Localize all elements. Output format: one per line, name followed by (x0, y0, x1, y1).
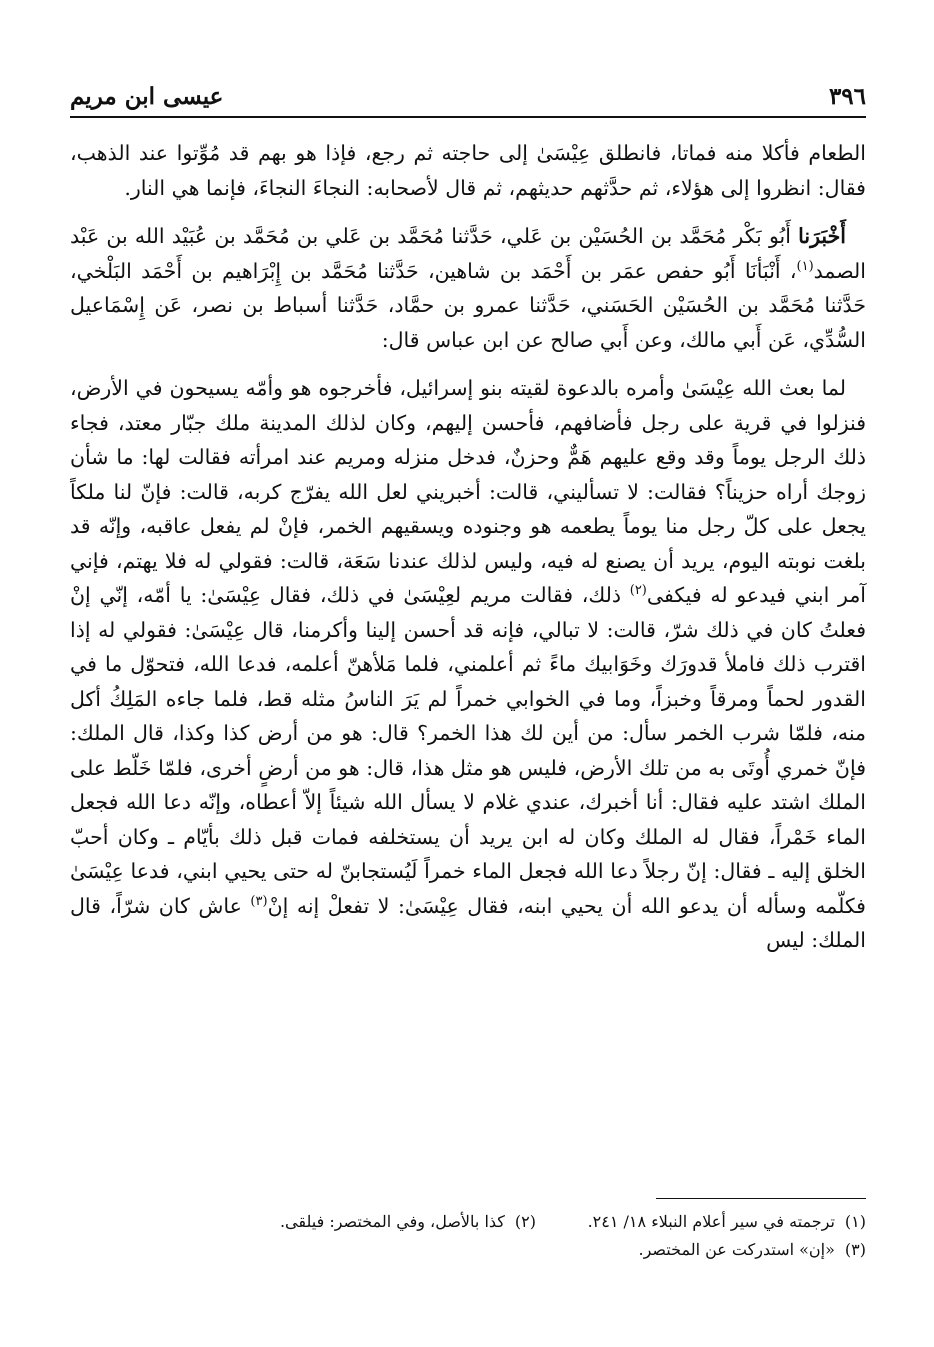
paragraph-text: ، أَنْبَأنَا أَبُو حفص عمَر بن أَحْمَد بن شاهين، حَدَّثنا مُحَمَّد بن إِبْرَاهيم بن أَحْمَد البَلْخي، حَدَّثنا مُحَمَّد بن الحُسَيْن الحَسَني، حَدَّثنا عمرو بن حمَّاد، حَدَّثنا أسباط بن نصر، عَن إِسْمَاعيل السُّدِّي، عَن أَبي مالك، وعن أَبي صالح عن ابن عباس قال: (70, 258, 866, 352)
footnotes (70, 1208, 866, 1264)
footnote-text: كذا بالأصل، وفي المختصر: فيلقى. (279, 1212, 505, 1231)
footnote-1 (536, 1208, 866, 1236)
paragraph-text: ذلك، فقالت مريم لعِيْسَىٰ في ذلك، فقال عِيْسَىٰ: يا أمّه، إنّي إنْ فعلتُ كان في ذلك شرّ، قالت: لا تبالي، فإنه قد أحسن إلينا وأكرمنا، قال عِيْسَىٰ: فقولي له إذا اقترب ذلك فاملأ قدورَك وخَوَابيك ماءً ثم أعلمني، فلما مَلأهنّ أعلمه، فدعا الله، فتحوّل ما في القدور لحماً ومرقاً وخبزاً، وما في الخوابي خمراً لم يَرَ الناسُ مثله قط، فلما جاءه المَلِكُ أكل منه، فلمّا شرب الخمر سأل: من أين لك هذا الخمر؟ قال: هو من أرض كذا وكذا، قال الملك: فإنّ خمري أُوتَى به من تلك الأرض، فليس هو مثل هذا، قال: هو من أرضٍ أخرى، فلمّا خَلّط على الملك اشتد عليه فقال: أنا أخبرك، عندي غلام لا يسأل الله شيئاً إلاّ أعطاه، وإنّه دعا الله فجعل الماء خَمْراً، فقال له الملك وكان له ابن يريد أن يستخلفه فمات قبل ذلك بأيّام ـ وكان أحبّ الخلق إليه ـ فقال: إنّ رجلاً دعا الله فجعل الماء خمراً لَيُستجابنّ له حتى يحيي ابني، فدعا عِيْسَىٰ فكلّمه وسأله أن يدعو الله أن يحيي ابنه، فقال عِيْسَىٰ: لا تفعلْ إنه إنْ (70, 583, 866, 918)
paragraph-text: لما بعث الله عِيْسَىٰ وأمره بالدعوة لقيته بنو إسرائيل، فأخرجوه هو وأمّه يسيحون في الأرض، فنزلوا في قرية على رجل فأضافهم، فأحسن إليهم، وكان لذلك المدينة ملك جبّار معتد، فجاء ذلك الرجل يوماً وقد وقع عليهم هَمٌّ وحزنٌ، فدخل منزله ومريم عند امرأته فقالت لها: ما شأن زوجك أراه حزيناً؟ فقالت: لا تسأليني، قالت: أخبريني لعل الله يفرّج كربه، قالت: فإنّ لنا ملكاً يجعل على كلّ رجل منا يوماً يطعمه هو وجنوده ويسقيهم الخمر، فإنْ لم يفعل عاقبه، وإنّه قد بلغت نوبته اليوم، يريد أن يصنع له فيه، وليس لذلك عندنا سَعَة، قالت: فقولي له فلا يهتم، فإني آمر ابني فيدعو له فيكفى (70, 376, 867, 607)
footnote-text: «إن» استدركت عن المختصر. (638, 1240, 835, 1259)
footnote-2 (280, 1208, 536, 1236)
footnote-number: (٣) (844, 1240, 866, 1259)
header-rule (70, 116, 866, 118)
running-header (70, 78, 866, 114)
footnote-number: (٢) (514, 1212, 536, 1231)
footnote-marker: (٢) (629, 583, 647, 599)
footnote-text: ترجمته في سير أعلام النبلاء ١٨/ ٢٤١. (587, 1212, 835, 1231)
main-text (70, 136, 866, 958)
paragraph-isnad (70, 219, 866, 357)
footnote-marker: (١) (796, 258, 814, 274)
paragraph-continuation (70, 136, 866, 205)
paragraph-text: عاش كان شرّاً، قال الملك: ليس (70, 893, 866, 952)
page-number: ٣٩٦ (828, 82, 866, 110)
paragraph-narration (70, 371, 866, 958)
footnote-marker: (٣) (250, 893, 268, 909)
footnote-rule (656, 1198, 866, 1199)
lead-word: أَخْبَرَنا (798, 224, 846, 248)
footnote-row (70, 1208, 866, 1236)
footnote-3 (70, 1236, 866, 1264)
paragraph-text: الطعام فأكلا منه فماتا، فانطلق عِيْسَىٰ إلى حاجته ثم رجع، فإذا هو بهم قد مُوِّتوا عند الذهب، فقال: انظروا إلى هؤلاء، ثم حدَّثهم حديثهم، ثم قال لأصحابه: النجاءَ النجاءَ، فإنما هي النار. (70, 141, 866, 200)
paragraph-text: أَبُو بَكْر مُحَمَّد بن الحُسَيْن بن عَلي، حَدَّثنا مُحَمَّد بن عَلي بن مُحَمَّد بن عُبَيْد الله بن عَبْد الصمد (70, 224, 867, 283)
footnote-number: (١) (844, 1212, 866, 1231)
running-title: عيسى ابن مريم (70, 82, 224, 110)
